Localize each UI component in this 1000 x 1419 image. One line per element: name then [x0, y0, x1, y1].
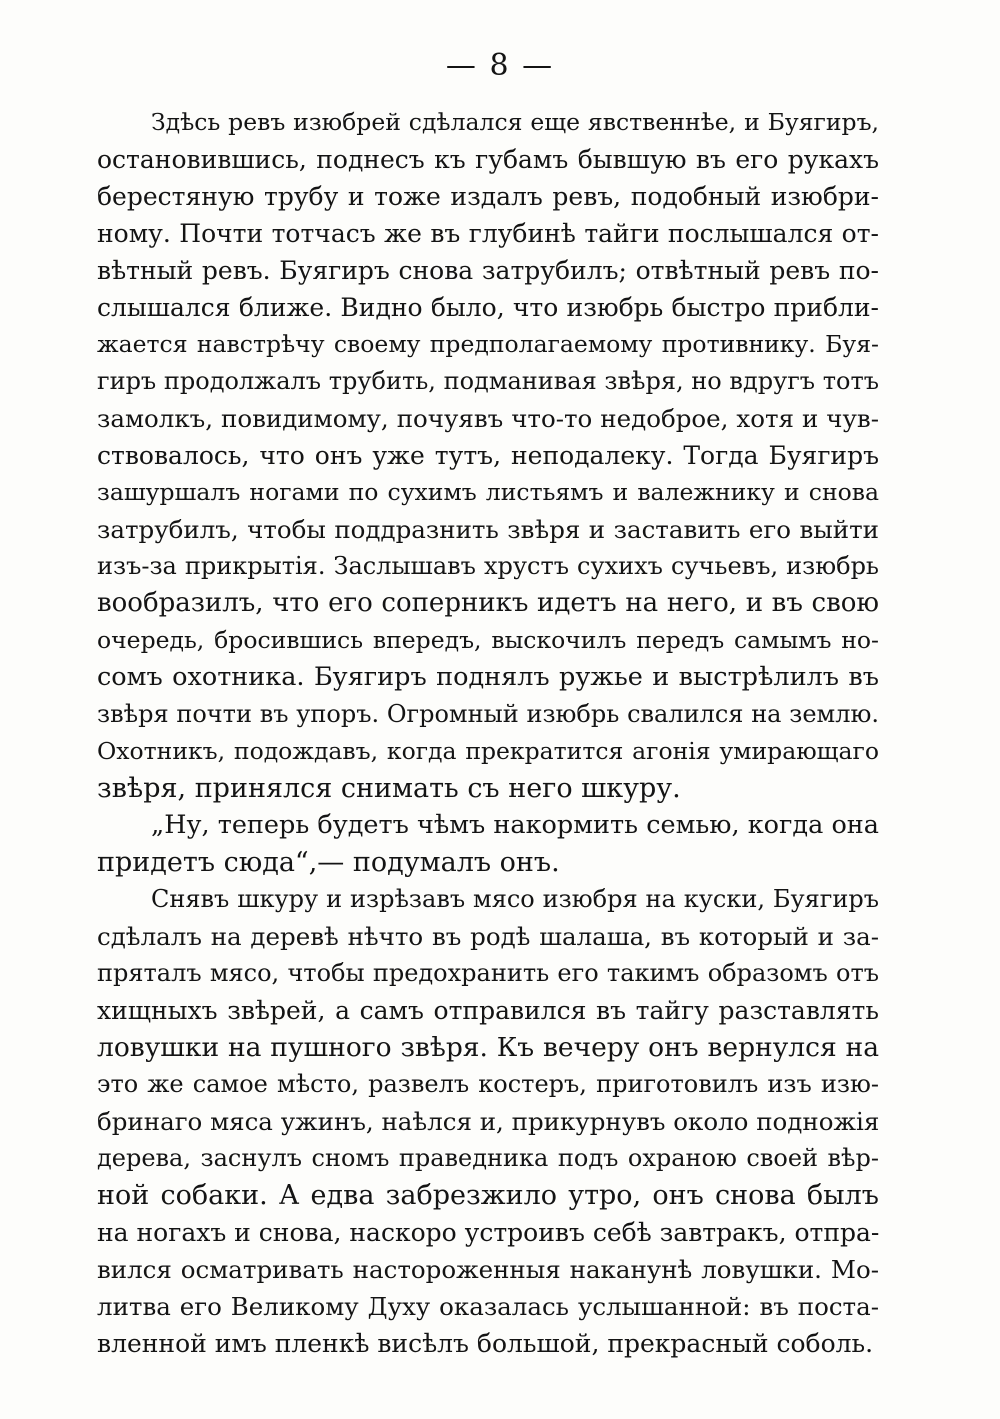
text-line: бринаго мяса ужинъ, наѣлся и, прикурнувъ около подножія	[97, 1107, 879, 1136]
text-line: остановившись, поднесъ къ губамъ бывшую въ его рукахъ	[97, 145, 879, 174]
page-number: — 8 —	[445, 48, 555, 83]
text-line: ной собаки. А едва забрезжило утро, онъ снова былъ	[97, 1180, 879, 1211]
text-line: Охотникъ, подождавъ, когда прекратится агонія умирающаго	[97, 737, 879, 765]
text-line: вѣтный ревъ. Буягиръ снова затрубилъ; отвѣтный ревъ по-	[97, 256, 879, 285]
text-line: звѣря почти въ упоръ. Огромный изюбрь свалился на землю.	[97, 700, 879, 728]
text-line: зашуршалъ ногами по сухимъ листьямъ и валежнику и снова	[97, 478, 879, 506]
text-line: очередь, бросившись впередъ, выскочилъ передъ самымъ но-	[97, 626, 879, 654]
text-line: затрубилъ, чтобы поддразнить звѣря и заставить его выйти	[97, 515, 879, 544]
text-line: замолкъ, повидимому, почуявъ что-то недоброе, хотя и чув-	[97, 404, 879, 433]
text-line: слышался ближе. Видно было, что изюбрь быстро прибли-	[97, 293, 879, 322]
text-line: ствовалось, что онъ уже тутъ, неподалеку. Тогда Буягиръ	[97, 441, 879, 470]
text-line: вился осматривать настороженныя наканунѣ ловушки. Мо-	[97, 1255, 879, 1284]
text-line: хищныхъ звѣрей, а самъ отправился въ тайгу разставлять	[97, 996, 879, 1025]
text-line: литва его Великому Духу оказалась услышанной: въ поста-	[97, 1292, 879, 1321]
text-line: на ногахъ и снова, наскоро устроивъ себѣ завтракъ, отпра-	[97, 1218, 879, 1247]
text-line: изъ-за прикрытія. Заслышавъ хрустъ сухихъ сучьевъ, изюбрь	[97, 552, 879, 580]
text-line: ловушки на пушного звѣря. Къ вечеру онъ вернулся на	[97, 1032, 879, 1063]
body-text	[97, 104, 879, 1362]
text-line: сдѣлалъ на деревѣ нѣчто въ родѣ шалаша, въ который и за-	[97, 922, 879, 951]
text-line: звѣря, принялся снимать съ него шкуру.	[97, 773, 681, 804]
text-line: ному. Почти тотчасъ же въ глубинѣ тайги послышался от-	[97, 219, 879, 248]
text-line: Здѣсь ревъ изюбрей сдѣлался еще явственнѣе, и Буягиръ,	[151, 108, 879, 136]
text-line: сомъ охотника. Буягиръ поднялъ ружье и выстрѣлилъ въ	[97, 662, 879, 692]
text-line: берестяную трубу и тоже издалъ ревъ, подобный изюбри-	[97, 182, 879, 211]
text-line: вленной имъ пленкѣ висѣлъ большой, прекрасный соболь.	[97, 1329, 874, 1358]
text-line: Снявъ шкуру и изрѣзавъ мясо изюбря на куски, Буягиръ	[151, 885, 879, 913]
text-line: жается навстрѣчу своему предполагаемому противнику. Буя-	[97, 330, 879, 358]
text-line: придетъ сюда“,— подумалъ онъ.	[97, 847, 560, 878]
text-line: вообразилъ, что его соперникъ идетъ на него, и въ свою	[97, 588, 879, 618]
text-line: дерева, заснулъ сномъ праведника подъ охраною своей вѣр-	[97, 1144, 879, 1172]
text-line: это же самое мѣсто, развелъ костеръ, приготовилъ изъ изю-	[97, 1070, 879, 1098]
text-line: пряталъ мясо, чтобы предохранить его такимъ образомъ отъ	[97, 959, 879, 987]
text-line: гиръ продолжалъ трубить, подманивая звѣря, но вдругъ тотъ	[97, 367, 879, 395]
text-line: „Ну, теперь будетъ чѣмъ накормить семью, когда она	[151, 810, 879, 840]
